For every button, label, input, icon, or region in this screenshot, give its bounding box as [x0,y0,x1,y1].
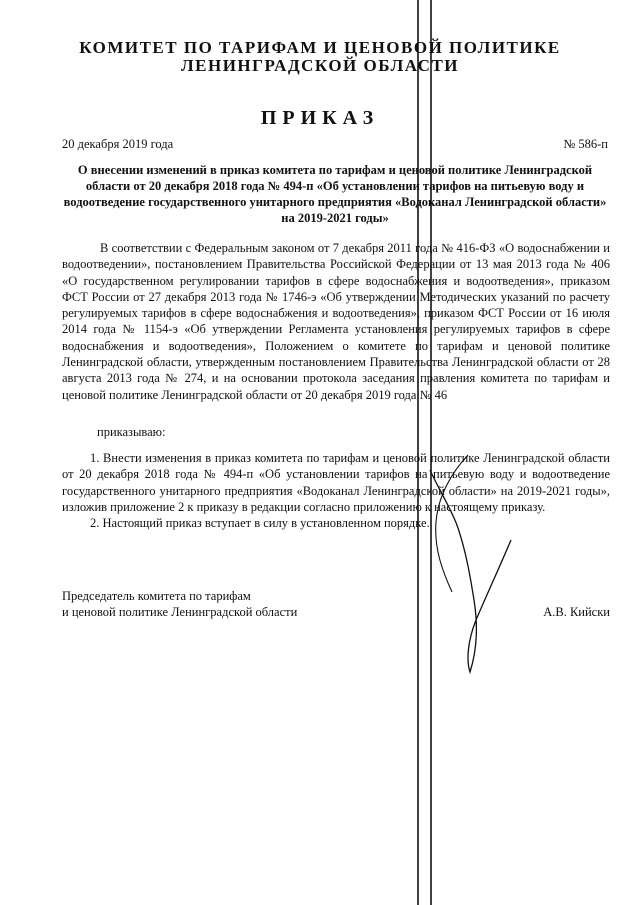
signature-stroke-1 [430,470,511,672]
signatory-position-line1: Председатель комитета по тарифам [62,589,251,603]
document-subject: О внесении изменений в приказ комитета по тарифам и ценовой политике Ленинградской области от 20 декабря 2018 года № 494-п «Об установлении тарифов на питьевую воду и водоотведение государственного унитарного предприятия «Водоканал Ленинградской области» на 2019-2021 годы» [63,163,607,225]
order-item-2: 2. Настоящий приказ вступает в силу в установленном порядке. [90,516,430,531]
signatory-name: А.В. Кийски [543,605,610,619]
signature-stroke-2 [436,455,468,592]
org-name-line2: ЛЕНИНГРАДСКОЙ ОБЛАСТИ [180,56,460,75]
org-name-line1: КОМИТЕТ ПО ТАРИФАМ И ЦЕНОВОЙ ПОЛИТИКЕ [79,38,561,57]
preamble-text: В соответствии с Федеральным законом от 7 декабря 2011 года № 416-ФЗ «О водоснабжении и водоотведении», постановлением Правительства Российской Федерации от 13 мая 2013 года № 406 «О государственном регулировании тарифов в сфере водоснабжения и водоотведения», приказом ФСТ России от 27 декабря 2013 года № 1746-э «Об утверждении Методических указаний по расчету регулируемых тарифов в сфере водоснабжения и водоотведения», приказом ФСТ России от 16 июля 2014 года № 1154-э «Об утверждении Регламента установления регулируемых тарифов в сфере водоснабжения и водоотведения», Положением о комитете по тарифам и ценовой политике Ленинградской области, утвержденным постановлением Правительства Ленинградской области от 28 августа 2013 года № 274, и на основании протокола заседания правления комитета по тарифам и ценовой политике Ленинградской области от 20 декабря 2019 года № 46 [62,241,610,402]
document-type: ПРИКАЗ [260,107,380,129]
order-item-1: 1. Внести изменения в приказ комитета по тарифам и ценовой политике Ленинградской области от 20 декабря 2018 года № 494-п «Об установлении тарифов на питьевую воду и водоотведение государственного унитарного предприятия «Водоканал Ленинградской области» на 2019-2021 годы», изложив приложение 2 к приказу в редакции согласно приложению к настоящему приказу. [62,451,610,514]
orders-word: приказываю: [97,425,166,439]
document-date: 20 декабря 2019 года [62,137,174,151]
document-number: № 586-п [563,137,608,151]
signatory-position-line2: и ценовой политике Ленинградской области [62,605,298,620]
